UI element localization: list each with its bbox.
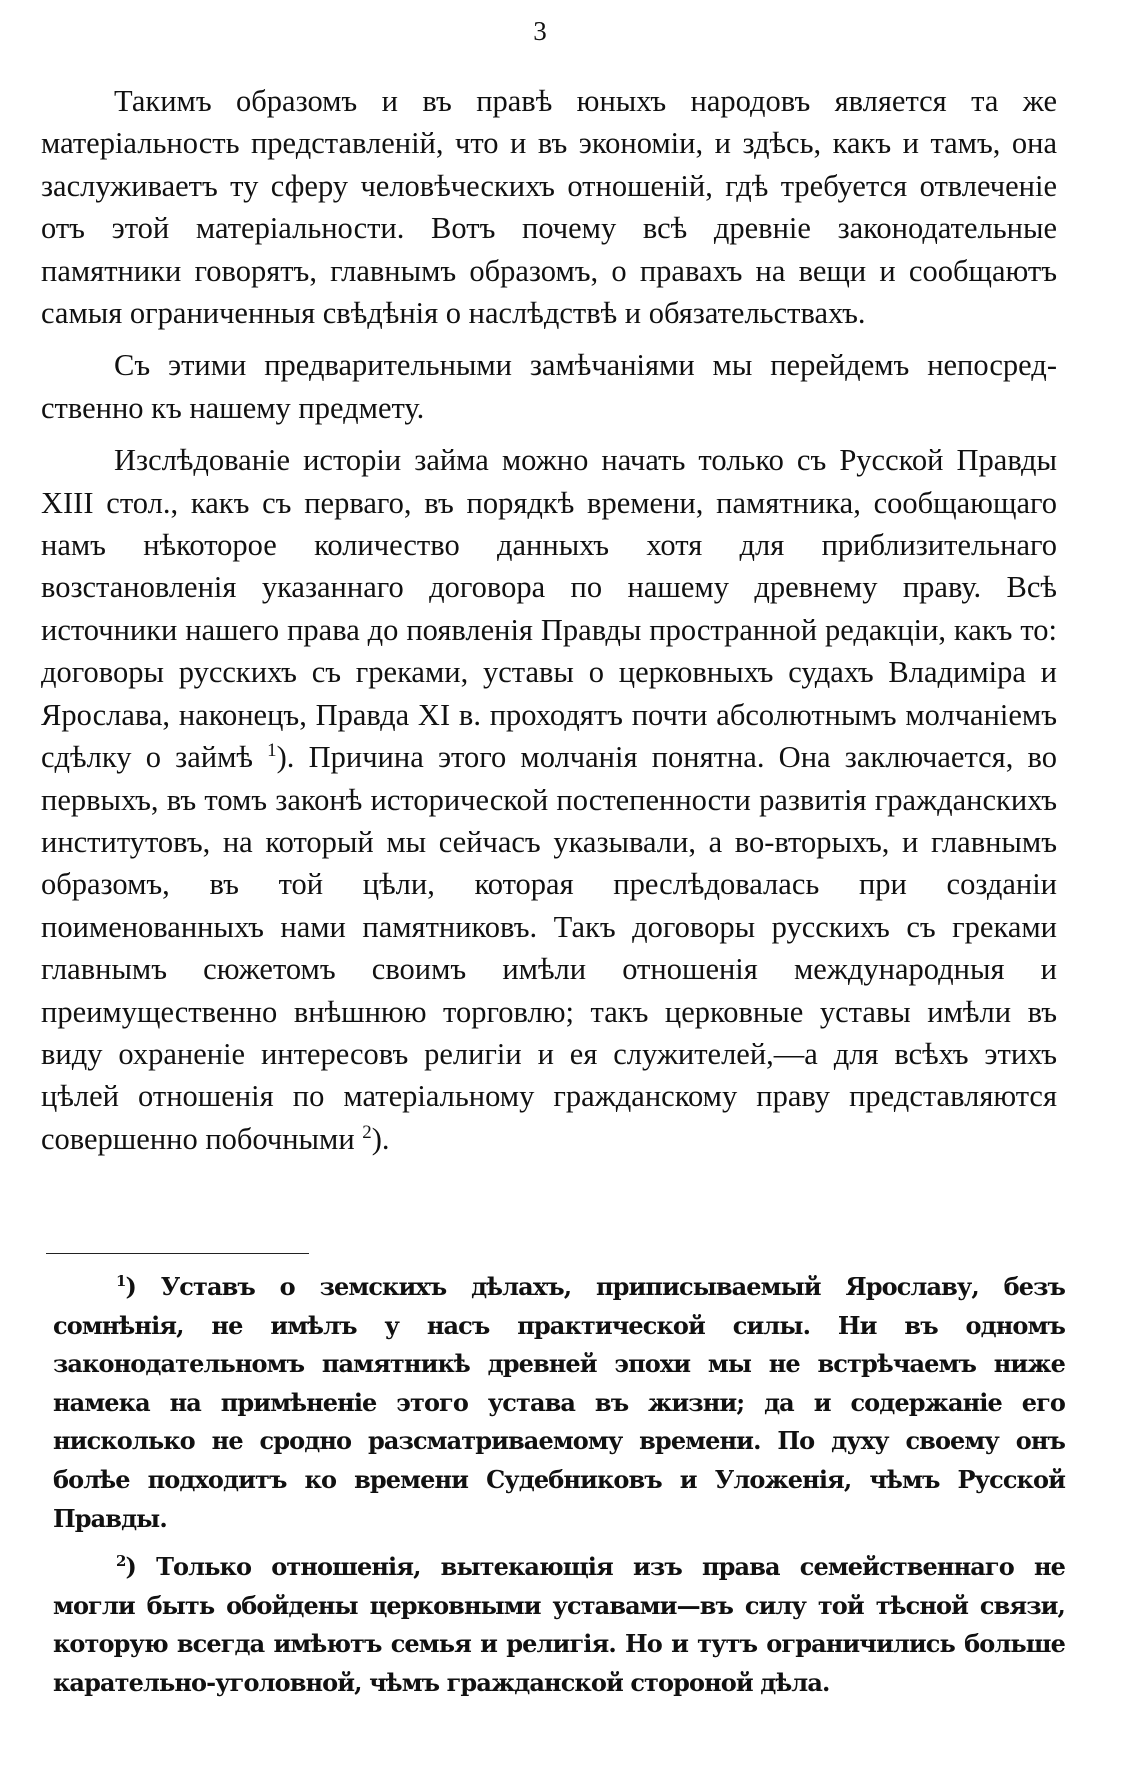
footnote-2	[53, 1548, 1065, 1702]
paragraph-2: Съ этими предварительными замѣчаніями мы перейдемъ непосредственно къ нашему предмету.	[41, 348, 1057, 425]
footnote-ref-1: 1	[267, 739, 277, 761]
main-text	[41, 80, 1057, 1170]
footnote-ref-2: 2	[362, 1121, 372, 1143]
paragraph-3-part-2: ). Причина этого молчанія понятна. Она заключается, во первыхъ, въ томъ законѣ исторической постепенности развитія гражданскихъ институтовъ, на который мы сейчасъ указывали, а во-вторыхъ, и главнымъ образомъ, въ той цѣли, которая преслѣдовалась при созданіи поименованныхъ нами памятниковъ. Такъ договоры русскихъ съ греками главнымъ сюжетомъ своимъ имѣли отношенія международныя и преимущественно внѣшнюю торговлю; такъ церковные уставы имѣли въ виду охраненіе интересовъ религіи и ея служителей,—а для всѣхъ этихъ цѣлей отношенія по матеріальному гражданскому праву представляются совершенно побочными	[41, 740, 1057, 1156]
footnotes	[53, 1268, 1065, 1713]
footnote-divider	[46, 1253, 309, 1254]
footnote-2-text: ) Только отношенія, вытекающія изъ права семейственнаго не могли быть обойдены церковными уставами—въ силу той тѣсной связи, которую всегда имѣютъ семья и религія. Но и тутъ ограничились больше карательно-уголовной, чѣмъ гражданской стороной дѣла.	[53, 1552, 1065, 1697]
footnote-1-text: ) Уставъ о земскихъ дѣлахъ, приписываемый Ярославу, безъ сомнѣнія, не имѣлъ у насъ практической силы. Ни въ одномъ законодательномъ памятникѣ древней эпохи мы не встрѣчаемъ ниже намека на примѣненіе этого устава въ жизни; да и содержаніе его нисколько не сродно разсматриваемому времени. По духу своему онъ болѣе подходитъ ко времени Судебниковъ и Уложенія, чѣмъ Русской Правды.	[53, 1272, 1065, 1533]
paragraph-3-part-3: ).	[371, 1121, 390, 1156]
footnote-1	[53, 1268, 1065, 1538]
footnote-2-mark: 2	[116, 1552, 126, 1571]
paragraph-1: Такимъ образомъ и въ правѣ юныхъ народовъ является та же матеріальность представленій, что и въ экономіи, и здѣсь, какъ и тамъ, она заслуживаетъ ту сферу человѣческихъ отношеній, гдѣ требуется отвлеченіе отъ этой матеріальности. Вотъ почему всѣ древніе законодательные памятники говорятъ, главнымъ образомъ, о правахъ на вещи и сообщаютъ самыя ограниченныя свѣдѣнія о наслѣдствѣ и обязательствахъ.	[41, 84, 1057, 331]
paragraph-3	[41, 439, 1057, 1160]
page-number: 3	[533, 16, 547, 46]
paragraph-3-part-1: Изслѣдованіе исторіи займа можно начать только съ Русской Правды XIII стол., какъ съ перваго, въ порядкѣ времени, памятника, сообщающаго намъ нѣкоторое количество данныхъ хотя для приблизительнаго возстановленія указаннаго договора по нашему древнему праву. Всѣ источники нашего права до появленія Правды пространной редакціи, какъ то: договоры русскихъ съ греками, уставы о церковныхъ судахъ Владиміра и Ярослава, наконецъ, Правда XI в. проходятъ почти абсолютнымъ молчаніемъ сдѣлку о займѣ	[41, 443, 1057, 775]
footnote-1-mark: 1	[116, 1272, 126, 1290]
